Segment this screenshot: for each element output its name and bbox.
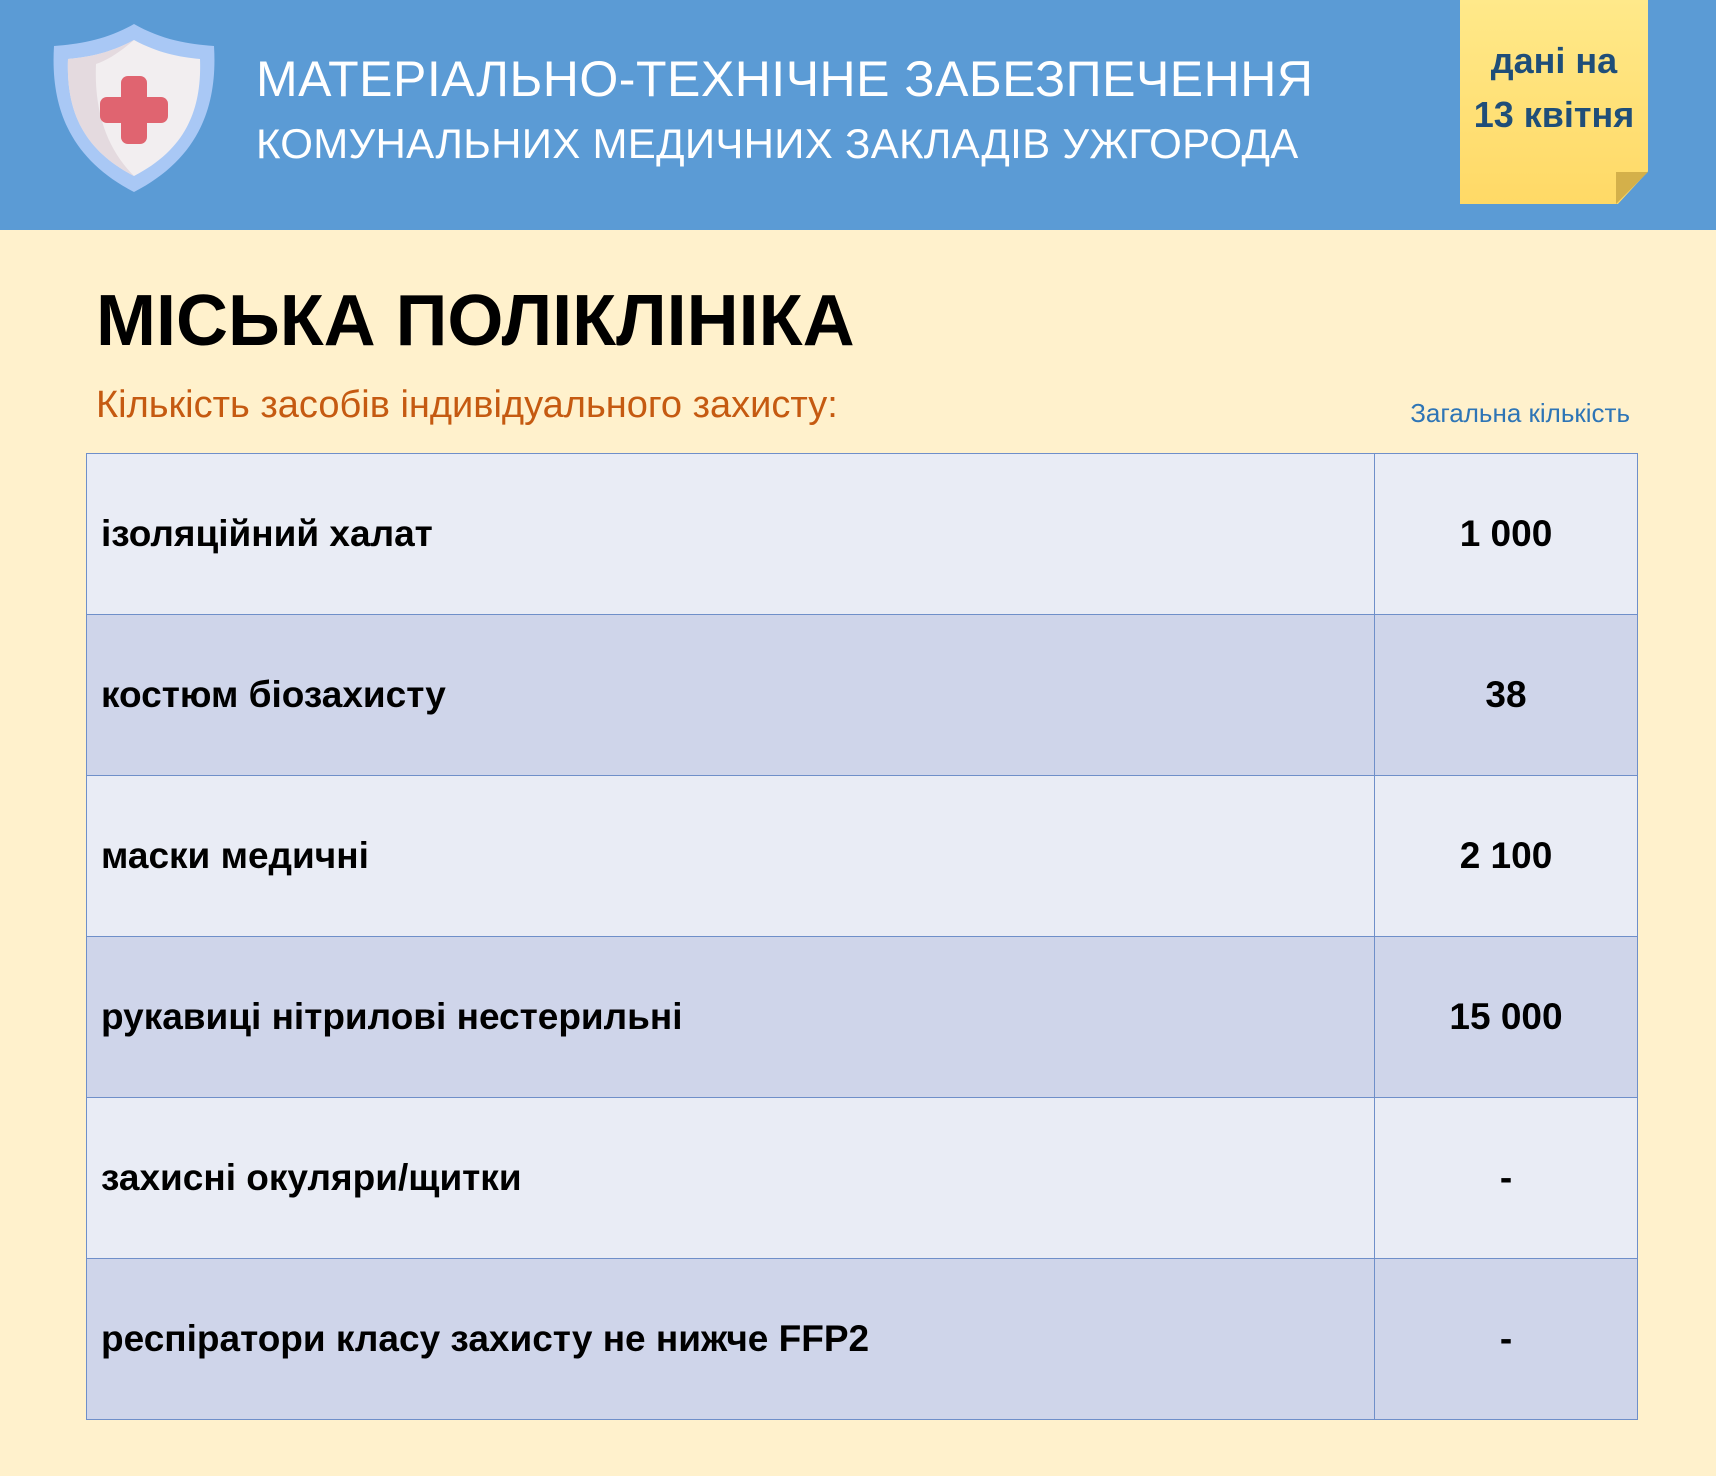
table-row <box>87 1098 1637 1259</box>
table-row <box>87 776 1637 937</box>
date-note-line1: дані на <box>1490 40 1618 81</box>
item-name: ізоляційний халат <box>87 454 1375 614</box>
header-banner <box>0 0 1716 230</box>
table-row <box>87 615 1637 776</box>
item-quantity: - <box>1499 1157 1513 1198</box>
date-note-text <box>1460 34 1648 142</box>
column-header-total: Загальна кількість <box>1410 398 1630 428</box>
section-subtitle: Кількість засобів індивідуального захисту: <box>96 384 838 426</box>
page-title: МІСЬКА ПОЛІКЛІНІКА <box>96 281 855 361</box>
medical-shield-icon <box>46 20 222 196</box>
item-quantity: 15 000 <box>1449 996 1563 1037</box>
table-row <box>87 937 1637 1098</box>
item-name: захисні окуляри/щитки <box>87 1098 1375 1258</box>
item-quantity: 2 100 <box>1459 835 1553 876</box>
date-note-line2: 13 квітня <box>1473 94 1635 135</box>
item-quantity: 1 000 <box>1459 513 1553 554</box>
item-name: костюм біозахисту <box>87 615 1375 775</box>
header-title-line1: МАТЕРІАЛЬНО-ТЕХНІЧНЕ ЗАБЕЗПЕЧЕННЯ <box>256 51 1314 107</box>
ppe-table <box>86 453 1638 1420</box>
table-row <box>87 1259 1637 1420</box>
item-name: рукавиці нітрилові нестерильні <box>87 937 1375 1097</box>
header-title-line2: КОМУНАЛЬНИХ МЕДИЧНИХ ЗАКЛАДІВ УЖГОРОДА <box>256 120 1299 167</box>
item-name: респіратори класу захисту не нижче FFP2 <box>87 1259 1375 1419</box>
item-quantity: - <box>1499 1318 1513 1359</box>
item-name: маски медичні <box>87 776 1375 936</box>
table-row <box>87 454 1637 615</box>
item-quantity: 38 <box>1485 674 1527 715</box>
